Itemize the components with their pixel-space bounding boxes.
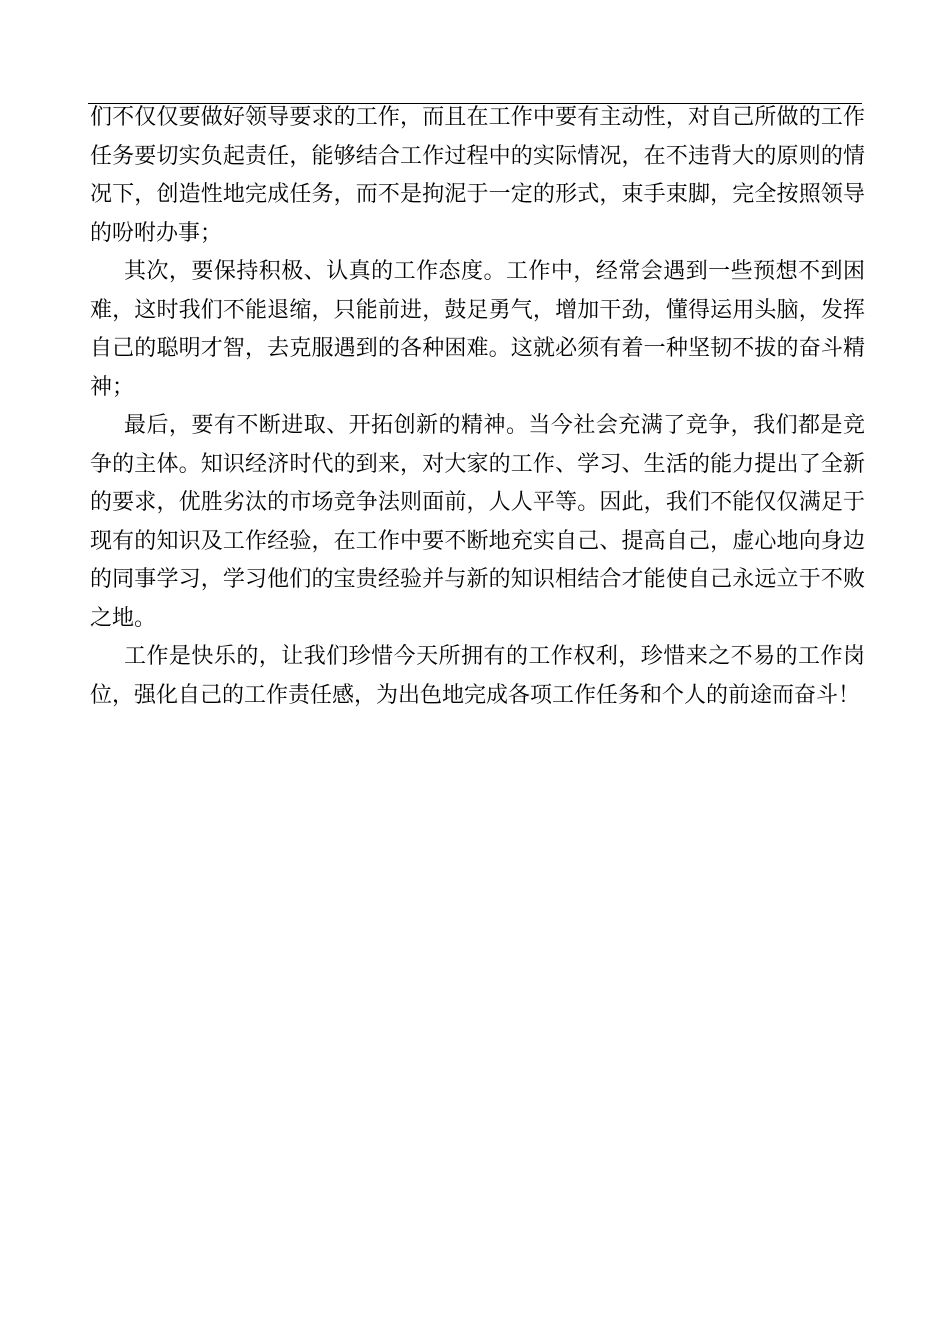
paragraph-continuation: 们不仅仅要做好领导要求的工作，而且在工作中要有主动性，对自己所做的工作任务要切实负起责任，能够结合工作过程中的实际情况，在不违背大的原则的情况下，创造性地完成任务，而不是拘泥于一定的形式，束手束脚，完全按照领导的吩咐办事； <box>90 105 865 246</box>
document-body <box>90 99 865 715</box>
paragraph-conclusion: 工作是快乐的，让我们珍惜今天所拥有的工作权利，珍惜来之不易的工作岗位，强化自己的工作责任感，为出色地完成各项工作任务和个人的前途而奋斗！ <box>90 644 865 708</box>
paragraph-second: 其次，要保持积极、认真的工作态度。工作中，经常会遇到一些预想不到困难，这时我们不能退缩，只能前进，鼓足勇气，增加干劲，懂得运用头脑，发挥自己的聪明才智，去克服遇到的各种困难。这就必须有着一种坚韧不拔的奋斗精神； <box>90 259 865 400</box>
paragraph-third: 最后，要有不断进取、开拓创新的精神。当今社会充满了竞争，我们都是竞争的主体。知识经济时代的到来，对大家的工作、学习、生活的能力提出了全新的要求，优胜劣汰的市场竞争法则面前，人人平等。因此，我们不能仅仅满足于现有的知识及工作经验，在工作中要不断地充实自己、提高自己，虚心地向身边的同事学习，学习他们的宝贵经验并与新的知识相结合才能使自己永远立于不败之地。 <box>90 413 865 631</box>
